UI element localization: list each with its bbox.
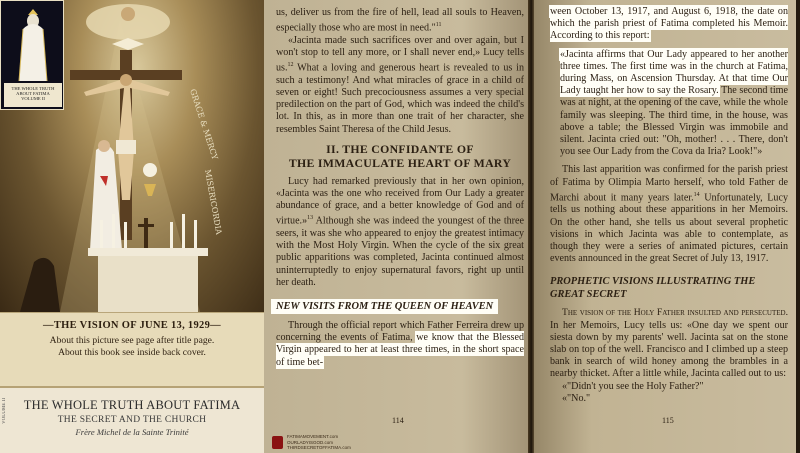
cover-title-block	[0, 386, 264, 453]
website-logo: FATIMAMOVEMENT.com OURLADYISGOD.com THIRDSECRETOFFATIMA.com	[272, 434, 351, 450]
logo-icon	[272, 436, 283, 449]
fatima-statue-inset	[0, 0, 64, 110]
highlighted-text: we know that the Blessed Virgin appeared to her at least three times, in the short space of time bet-	[276, 332, 524, 368]
painting-text-misericordia: MISERICORDIA	[203, 168, 224, 236]
book-title: THE WHOLE TRUTH ABOUT FATIMA	[23, 398, 241, 412]
chapter-heading: II. THE CONFIDANTE OF	[326, 141, 474, 156]
chapter-title: THE IMMACULATE HEART OF MARY	[288, 155, 512, 170]
paragraph: This last apparition was confirmed for the parish priest of Fatima by Olimpia Marto herself, who told Father de Marchi about it many years later.$^{14}$ Unfortunately, Lucy tells us nothing about these apparitions in her Memoirs. On the other hand, she tells us about several prophetic visions in which Jacinta was able to contemplate, as though they were a series of animated pictures, certain events announced in the great Secret of July 13, 1917.	[550, 164, 788, 265]
highlighted-text: «Jacinta affirms that Our Lady appeared to her another three times. The first time was in the church at Fatima, during Mass, on Ascension Thursday. At that time Our Lady taught her how to say the Rosary.	[560, 48, 788, 97]
page-115	[534, 0, 796, 453]
page-114	[264, 0, 528, 453]
inset-caption: THE WHOLE TRUTH ABOUT FATIMA VOLUME II	[4, 83, 62, 107]
highlighted-text: ween October 13, 1917, and August 6, 1918, the date on which the parish priest of Fatima completed his Memoir. According to this report:	[550, 6, 788, 42]
paragraph: us, deliver us from the fire of hell, lead all souls to Heaven, especially those who are most in need."$^{11}$	[276, 7, 524, 34]
cover-painting	[0, 0, 264, 312]
block-quote: «Jacinta affirms that Our Lady appeared to her another three times. The first time was in the church at Fatima, during Mass, on Ascension Thursday. At that time Our Lady taught her how to say the Rosary. The second time was at night, at the opening of the cave, while the whole family was sleeping. The third time, in the house, was above a table; the Blessed Virgin was immobile and silent. Jacinta cried out: "Oh, mother! . . . There, don't you see Our Lady from the Cova da Iria? Look!"»	[560, 48, 788, 158]
open-book	[264, 0, 800, 453]
cover-caption	[0, 312, 264, 386]
paragraph: Through the official report which Father Ferreira drew up concerning the events of Fatima, we know that the Blessed Virgin appeared to her at least three times, in the short space of time bet-	[276, 319, 524, 368]
book-author: Frère Michel de la Sainte Trinité	[75, 427, 189, 437]
paragraph: The vision of the Holy Father insulted and persecuted. In her Memoirs, Lucy tells us: «One day we spent our siesta down by my parents' well. Jacinta sat on the stone slab on top of the well. Francisco and I climbed up a steep bank in search of wild honey among the brambles in a nearby thicket. After a little while, Jacinta called out to us:	[550, 307, 788, 380]
dialogue-line: «"Didn't you see the Holy Father?"	[562, 380, 704, 392]
painting-text-grace: GRACE & MERCY	[188, 87, 220, 161]
caption-line: About this picture see page after title page.	[49, 335, 215, 346]
page-number: 114	[392, 416, 404, 425]
paragraph: «Jacinta made such sacrifices over and over again, but I won't stop to tell any more, or I shall never end,» Lucy tells us.$^{12}$ What a loving and generous heart is revealed to us in such a testimony! And what miracles of grace in a child of seven or eight! Such precociousness assumes a very special predilection on the part of God, which was indeed the child's lot. In this, as in more than one trait of her character, she resembles Saint Theresa of the Child Jesus.	[276, 34, 524, 135]
paragraph	[550, 6, 788, 43]
vision-caption-title: —THE VISION OF JUNE 13, 1929—	[43, 320, 221, 331]
caption-line: About this book see inside back cover.	[58, 347, 206, 358]
dialogue-line: «"No."	[562, 392, 591, 404]
paragraph: Lucy had remarked previously that in her own opinion, «Jacinta was the one who received from Our Lady a greater abundance of grace, and a better knowledge of God and of virtue.»$^{13}$ Although she was indeed the youngest of the three seers, it was she who appeared to enjoy the greatest intimacy with the Most Holy Virgin. When the cycle of the six great public apparitions was completed, Jacinta continued almost uninterruptedly to enjoy supernatural favors, right up until her death.	[276, 175, 524, 288]
section-subheading: NEW VISITS FROM THE QUEEN OF HEAVEN	[276, 299, 524, 314]
book-subtitle: THE SECRET AND THE CHURCH	[57, 415, 207, 425]
volume-label: VOLUME II	[2, 398, 7, 424]
page-number: 115	[662, 416, 674, 425]
section-subheading: PROPHETIC VISIONS ILLUSTRATING THE GREAT SECRET	[550, 276, 756, 301]
book-cover	[0, 0, 264, 453]
